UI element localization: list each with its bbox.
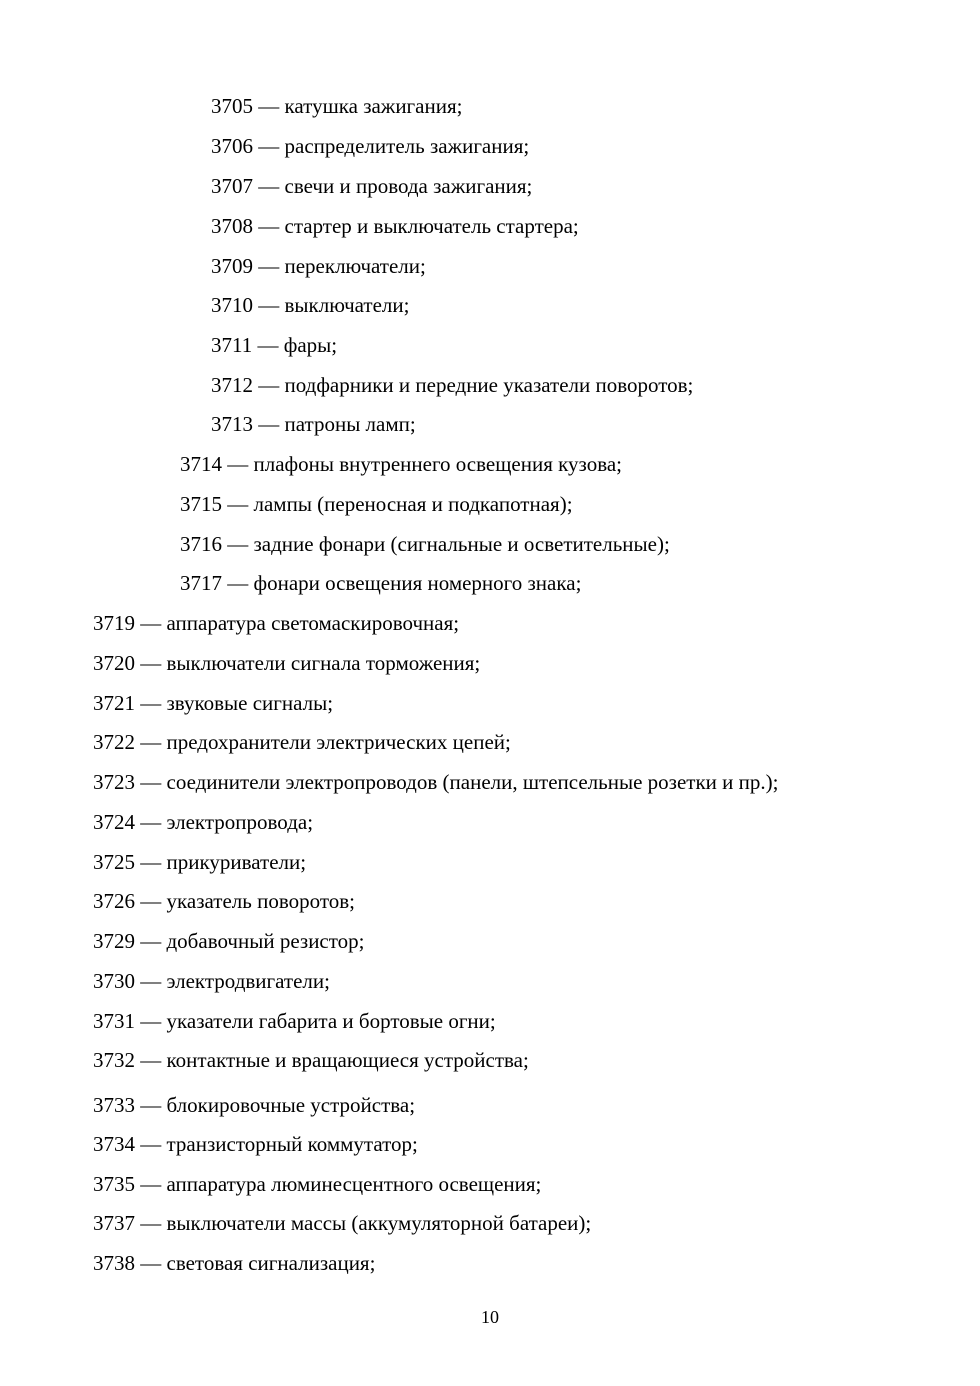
- list-item-3710: 3710 — выключатели;: [211, 293, 410, 317]
- list-item-3722: 3722 — предохранители электрических цепей;: [93, 730, 511, 754]
- list-item-3725: 3725 — прикуриватели;: [93, 850, 307, 874]
- list-item-3709: 3709 — переключатели;: [211, 254, 426, 278]
- list-item-3719: 3719 — аппаратура светомаскировочная;: [93, 611, 460, 635]
- list-item-3733: 3733 — блокировочные устройства;: [93, 1093, 416, 1117]
- list-item-3717: 3717 — фонари освещения номерного знака;: [180, 571, 582, 595]
- list-item-3713: 3713 — патроны ламп;: [211, 412, 416, 436]
- list-item-3715: 3715 — лампы (переносная и подкапотная);: [180, 492, 573, 516]
- list-item-3708: 3708 — стартер и выключатель стартера;: [211, 214, 579, 238]
- list-item-3724: 3724 — электропровода;: [93, 810, 314, 834]
- list-item-3731: 3731 — указатели габарита и бортовые огни;: [93, 1009, 496, 1033]
- page-number: 10: [481, 1307, 499, 1327]
- list-item-3714: 3714 — плафоны внутреннего освещения кузова;: [180, 452, 622, 476]
- list-item-3734: 3734 — транзисторный коммутатор;: [93, 1132, 418, 1156]
- list-item-3735: 3735 — аппаратура люминесцентного освещения;: [93, 1172, 542, 1196]
- list-item-3721: 3721 — звуковые сигналы;: [93, 691, 334, 715]
- list-item-3711: 3711 — фары;: [211, 333, 338, 357]
- list-item-3729: 3729 — добавочный резистор;: [93, 929, 365, 953]
- list-item-3706: 3706 — распределитель зажигания;: [211, 134, 530, 158]
- list-item-3732: 3732 — контактные и вращающиеся устройства;: [93, 1048, 529, 1072]
- list-item-3716: 3716 — задние фонари (сигнальные и осветительные);: [180, 532, 670, 556]
- list-item-3705: 3705 — катушка зажигания;: [211, 94, 463, 118]
- list-item-3730: 3730 — электродвигатели;: [93, 969, 330, 993]
- list-item-3738: 3738 — световая сигнализация;: [93, 1251, 376, 1275]
- list-item-3720: 3720 — выключатели сигнала торможения;: [93, 651, 481, 675]
- list-item-3712: 3712 — подфарники и передние указатели поворотов;: [211, 373, 694, 397]
- list-item-3707: 3707 — свечи и провода зажигания;: [211, 174, 533, 198]
- list-item-3723: 3723 — соединители электропроводов (панели, штепсельные розетки и пр.);: [93, 770, 779, 794]
- list-item-3737: 3737 — выключатели массы (аккумуляторной батареи);: [93, 1211, 592, 1235]
- list-item-3726: 3726 — указатель поворотов;: [93, 889, 355, 913]
